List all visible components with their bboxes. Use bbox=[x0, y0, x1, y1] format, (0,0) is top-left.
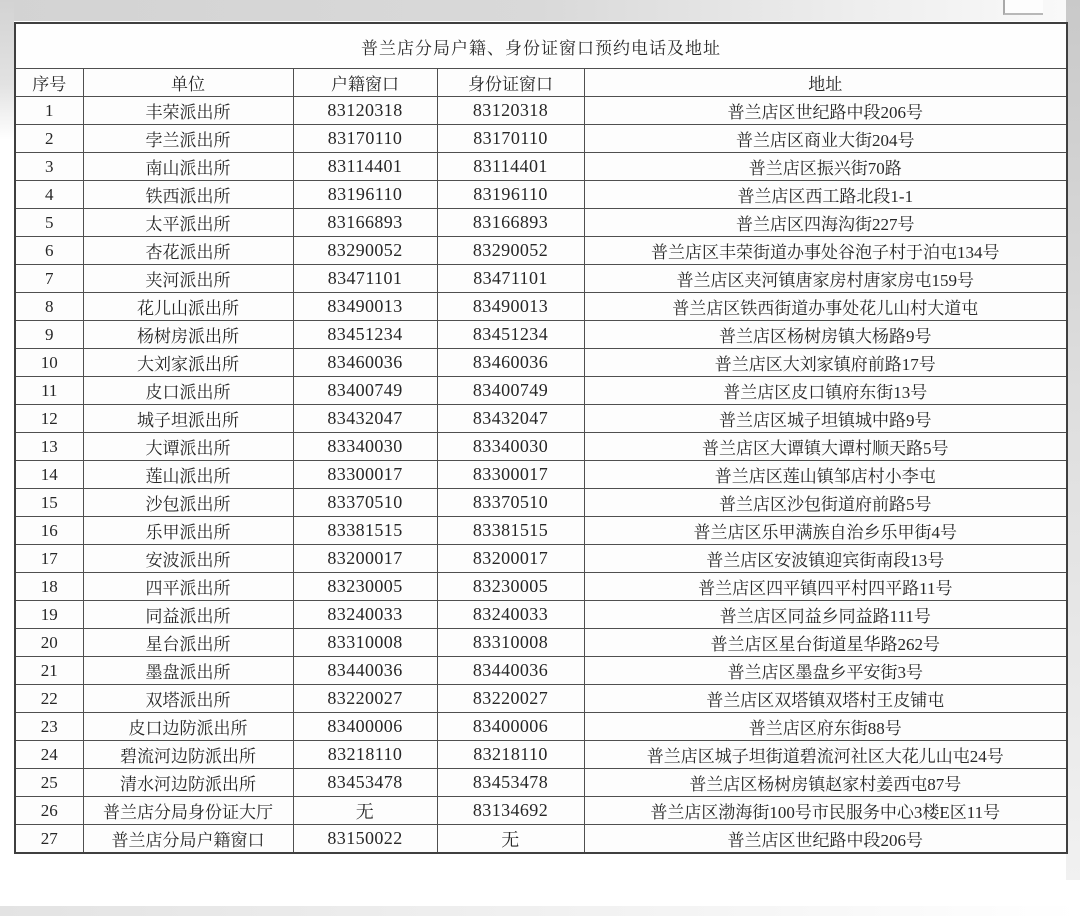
cell-unit-name: 夹河派出所 bbox=[83, 265, 293, 293]
cell-unit-name: 普兰店分局身份证大厅 bbox=[83, 797, 293, 825]
cell-hukou-phone: 83381515 bbox=[293, 517, 437, 545]
table-row bbox=[15, 293, 1067, 321]
cell-index: 12 bbox=[15, 405, 83, 433]
cell-address: 普兰店区双塔镇双塔村王皮铺屯 bbox=[584, 685, 1067, 713]
table-row bbox=[15, 461, 1067, 489]
cell-index: 24 bbox=[15, 741, 83, 769]
cell-unit-name: 南山派出所 bbox=[83, 153, 293, 181]
page-title: 普兰店分局户籍、身份证窗口预约电话及地址 bbox=[15, 23, 1067, 69]
table-row bbox=[15, 825, 1067, 854]
table-row bbox=[15, 573, 1067, 601]
cell-hukou-phone: 无 bbox=[293, 797, 437, 825]
cell-unit-name: 杏花派出所 bbox=[83, 237, 293, 265]
table-row bbox=[15, 685, 1067, 713]
cell-index: 13 bbox=[15, 433, 83, 461]
cell-hukou-phone: 83114401 bbox=[293, 153, 437, 181]
cell-address: 普兰店区西工路北段1-1 bbox=[584, 181, 1067, 209]
cell-unit-name: 杨树房派出所 bbox=[83, 321, 293, 349]
table-row bbox=[15, 97, 1067, 125]
cell-id-phone: 无 bbox=[437, 825, 584, 854]
cell-hukou-phone: 83170110 bbox=[293, 125, 437, 153]
cell-address: 普兰店区星台街道星华路262号 bbox=[584, 629, 1067, 657]
cell-id-phone: 83381515 bbox=[437, 517, 584, 545]
cell-hukou-phone: 83400006 bbox=[293, 713, 437, 741]
table-row bbox=[15, 209, 1067, 237]
cell-id-phone: 83300017 bbox=[437, 461, 584, 489]
cell-unit-name: 丰荣派出所 bbox=[83, 97, 293, 125]
table-row bbox=[15, 769, 1067, 797]
cell-id-phone: 83451234 bbox=[437, 321, 584, 349]
cell-index: 6 bbox=[15, 237, 83, 265]
cell-address: 普兰店区世纪路中段206号 bbox=[584, 97, 1067, 125]
cell-address: 普兰店区城子坦镇城中路9号 bbox=[584, 405, 1067, 433]
table-row bbox=[15, 405, 1067, 433]
cell-index: 7 bbox=[15, 265, 83, 293]
cell-address: 普兰店区渤海街100号市民服务中心3楼E区11号 bbox=[584, 797, 1067, 825]
cell-id-phone: 83218110 bbox=[437, 741, 584, 769]
cell-unit-name: 孛兰派出所 bbox=[83, 125, 293, 153]
cell-address: 普兰店区振兴街70路 bbox=[584, 153, 1067, 181]
cell-address: 普兰店区四海沟街227号 bbox=[584, 209, 1067, 237]
photo-edge-bottom bbox=[0, 906, 1080, 916]
table-row bbox=[15, 321, 1067, 349]
cell-id-phone: 83400749 bbox=[437, 377, 584, 405]
header-row bbox=[15, 69, 1067, 97]
cell-address: 普兰店区城子坦街道碧流河社区大花儿山屯24号 bbox=[584, 741, 1067, 769]
cell-index: 23 bbox=[15, 713, 83, 741]
cell-index: 11 bbox=[15, 377, 83, 405]
cell-hukou-phone: 83300017 bbox=[293, 461, 437, 489]
cell-address: 普兰店区府东街88号 bbox=[584, 713, 1067, 741]
cell-index: 2 bbox=[15, 125, 83, 153]
cell-index: 17 bbox=[15, 545, 83, 573]
cell-address: 普兰店区乐甲满族自治乡乐甲街4号 bbox=[584, 517, 1067, 545]
table-row bbox=[15, 741, 1067, 769]
cell-address: 普兰店区同益乡同益路111号 bbox=[584, 601, 1067, 629]
cell-hukou-phone: 83440036 bbox=[293, 657, 437, 685]
cell-unit-name: 大谭派出所 bbox=[83, 433, 293, 461]
cell-address: 普兰店区大刘家镇府前路17号 bbox=[584, 349, 1067, 377]
cell-id-phone: 83200017 bbox=[437, 545, 584, 573]
cell-unit-name: 安波派出所 bbox=[83, 545, 293, 573]
table-row bbox=[15, 797, 1067, 825]
table-row bbox=[15, 433, 1067, 461]
cell-id-phone: 83114401 bbox=[437, 153, 584, 181]
cell-id-phone: 83310008 bbox=[437, 629, 584, 657]
table-row bbox=[15, 601, 1067, 629]
cell-id-phone: 83134692 bbox=[437, 797, 584, 825]
cell-id-phone: 83290052 bbox=[437, 237, 584, 265]
cell-unit-name: 星台派出所 bbox=[83, 629, 293, 657]
cell-index: 1 bbox=[15, 97, 83, 125]
cell-id-phone: 83340030 bbox=[437, 433, 584, 461]
cell-hukou-phone: 83471101 bbox=[293, 265, 437, 293]
cell-id-phone: 83166893 bbox=[437, 209, 584, 237]
cell-id-phone: 83460036 bbox=[437, 349, 584, 377]
cell-address: 普兰店区丰荣街道办事处谷泡子村于泊屯134号 bbox=[584, 237, 1067, 265]
cell-hukou-phone: 83370510 bbox=[293, 489, 437, 517]
cell-unit-name: 同益派出所 bbox=[83, 601, 293, 629]
cell-index: 25 bbox=[15, 769, 83, 797]
cell-unit-name: 沙包派出所 bbox=[83, 489, 293, 517]
table-row bbox=[15, 657, 1067, 685]
cell-id-phone: 83440036 bbox=[437, 657, 584, 685]
cell-address: 普兰店区杨树房镇赵家村姜西屯87号 bbox=[584, 769, 1067, 797]
cell-address: 普兰店区墨盘乡平安街3号 bbox=[584, 657, 1067, 685]
cell-index: 20 bbox=[15, 629, 83, 657]
cell-hukou-phone: 83120318 bbox=[293, 97, 437, 125]
cell-unit-name: 清水河边防派出所 bbox=[83, 769, 293, 797]
cell-hukou-phone: 83240033 bbox=[293, 601, 437, 629]
cell-address: 普兰店区铁西街道办事处花儿山村大道屯 bbox=[584, 293, 1067, 321]
cell-hukou-phone: 83310008 bbox=[293, 629, 437, 657]
cell-hukou-phone: 83220027 bbox=[293, 685, 437, 713]
cell-unit-name: 普兰店分局户籍窗口 bbox=[83, 825, 293, 854]
column-header-address: 地址 bbox=[584, 69, 1067, 97]
table-row bbox=[15, 517, 1067, 545]
cell-unit-name: 碧流河边防派出所 bbox=[83, 741, 293, 769]
cell-address: 普兰店区夹河镇唐家房村唐家房屯159号 bbox=[584, 265, 1067, 293]
cell-hukou-phone: 83432047 bbox=[293, 405, 437, 433]
cell-id-phone: 83230005 bbox=[437, 573, 584, 601]
column-header-index: 序号 bbox=[15, 69, 83, 97]
cell-index: 27 bbox=[15, 825, 83, 854]
cell-hukou-phone: 83166893 bbox=[293, 209, 437, 237]
table-row bbox=[15, 349, 1067, 377]
cell-address: 普兰店区杨树房镇大杨路9号 bbox=[584, 321, 1067, 349]
cell-unit-name: 大刘家派出所 bbox=[83, 349, 293, 377]
cell-hukou-phone: 83230005 bbox=[293, 573, 437, 601]
table-row bbox=[15, 713, 1067, 741]
table-row bbox=[15, 545, 1067, 573]
cell-unit-name: 四平派出所 bbox=[83, 573, 293, 601]
table-row bbox=[15, 153, 1067, 181]
cell-id-phone: 83490013 bbox=[437, 293, 584, 321]
cell-id-phone: 83196110 bbox=[437, 181, 584, 209]
table-row bbox=[15, 125, 1067, 153]
photo-edge-left bbox=[0, 0, 14, 140]
table-row bbox=[15, 181, 1067, 209]
cell-hukou-phone: 83200017 bbox=[293, 545, 437, 573]
cell-index: 22 bbox=[15, 685, 83, 713]
cell-hukou-phone: 83400749 bbox=[293, 377, 437, 405]
cell-index: 5 bbox=[15, 209, 83, 237]
cell-id-phone: 83240033 bbox=[437, 601, 584, 629]
cell-unit-name: 花儿山派出所 bbox=[83, 293, 293, 321]
table-row bbox=[15, 629, 1067, 657]
column-header-id-window: 身份证窗口 bbox=[437, 69, 584, 97]
cell-unit-name: 太平派出所 bbox=[83, 209, 293, 237]
table-row bbox=[15, 265, 1067, 293]
cell-address: 普兰店区皮口镇府东街13号 bbox=[584, 377, 1067, 405]
cell-id-phone: 83471101 bbox=[437, 265, 584, 293]
cell-unit-name: 乐甲派出所 bbox=[83, 517, 293, 545]
cell-index: 4 bbox=[15, 181, 83, 209]
cell-address: 普兰店区世纪路中段206号 bbox=[584, 825, 1067, 854]
photo-edge-right bbox=[1066, 0, 1080, 880]
cell-id-phone: 83170110 bbox=[437, 125, 584, 153]
cropped-window-corner bbox=[1003, 0, 1043, 15]
cell-index: 10 bbox=[15, 349, 83, 377]
cell-unit-name: 城子坦派出所 bbox=[83, 405, 293, 433]
cell-id-phone: 83432047 bbox=[437, 405, 584, 433]
table-row bbox=[15, 237, 1067, 265]
cell-hukou-phone: 83490013 bbox=[293, 293, 437, 321]
cell-index: 15 bbox=[15, 489, 83, 517]
cell-index: 14 bbox=[15, 461, 83, 489]
cell-index: 8 bbox=[15, 293, 83, 321]
cell-id-phone: 83453478 bbox=[437, 769, 584, 797]
cell-index: 26 bbox=[15, 797, 83, 825]
cell-hukou-phone: 83196110 bbox=[293, 181, 437, 209]
cell-hukou-phone: 83150022 bbox=[293, 825, 437, 854]
column-header-hukou-window: 户籍窗口 bbox=[293, 69, 437, 97]
cell-unit-name: 墨盘派出所 bbox=[83, 657, 293, 685]
cell-index: 21 bbox=[15, 657, 83, 685]
cell-hukou-phone: 83453478 bbox=[293, 769, 437, 797]
contact-table bbox=[14, 22, 1068, 854]
table-row bbox=[15, 489, 1067, 517]
cell-address: 普兰店区沙包街道府前路5号 bbox=[584, 489, 1067, 517]
cell-hukou-phone: 83451234 bbox=[293, 321, 437, 349]
title-row bbox=[15, 23, 1067, 69]
cell-id-phone: 83120318 bbox=[437, 97, 584, 125]
cell-address: 普兰店区大谭镇大谭村顺天路5号 bbox=[584, 433, 1067, 461]
cell-index: 18 bbox=[15, 573, 83, 601]
cell-address: 普兰店区四平镇四平村四平路11号 bbox=[584, 573, 1067, 601]
cell-index: 3 bbox=[15, 153, 83, 181]
cell-index: 9 bbox=[15, 321, 83, 349]
cell-id-phone: 83220027 bbox=[437, 685, 584, 713]
table-row bbox=[15, 377, 1067, 405]
cell-address: 普兰店区莲山镇邹店村小李屯 bbox=[584, 461, 1067, 489]
cell-id-phone: 83370510 bbox=[437, 489, 584, 517]
cell-hukou-phone: 83218110 bbox=[293, 741, 437, 769]
photo-edge-top bbox=[0, 0, 1080, 21]
cell-id-phone: 83400006 bbox=[437, 713, 584, 741]
cell-unit-name: 皮口边防派出所 bbox=[83, 713, 293, 741]
cell-address: 普兰店区商业大街204号 bbox=[584, 125, 1067, 153]
cell-unit-name: 铁西派出所 bbox=[83, 181, 293, 209]
table-body bbox=[15, 97, 1067, 854]
cell-index: 16 bbox=[15, 517, 83, 545]
cell-address: 普兰店区安波镇迎宾街南段13号 bbox=[584, 545, 1067, 573]
cell-hukou-phone: 83290052 bbox=[293, 237, 437, 265]
cell-unit-name: 莲山派出所 bbox=[83, 461, 293, 489]
cell-unit-name: 皮口派出所 bbox=[83, 377, 293, 405]
column-header-unit: 单位 bbox=[83, 69, 293, 97]
cell-hukou-phone: 83460036 bbox=[293, 349, 437, 377]
cell-hukou-phone: 83340030 bbox=[293, 433, 437, 461]
cell-unit-name: 双塔派出所 bbox=[83, 685, 293, 713]
cell-index: 19 bbox=[15, 601, 83, 629]
